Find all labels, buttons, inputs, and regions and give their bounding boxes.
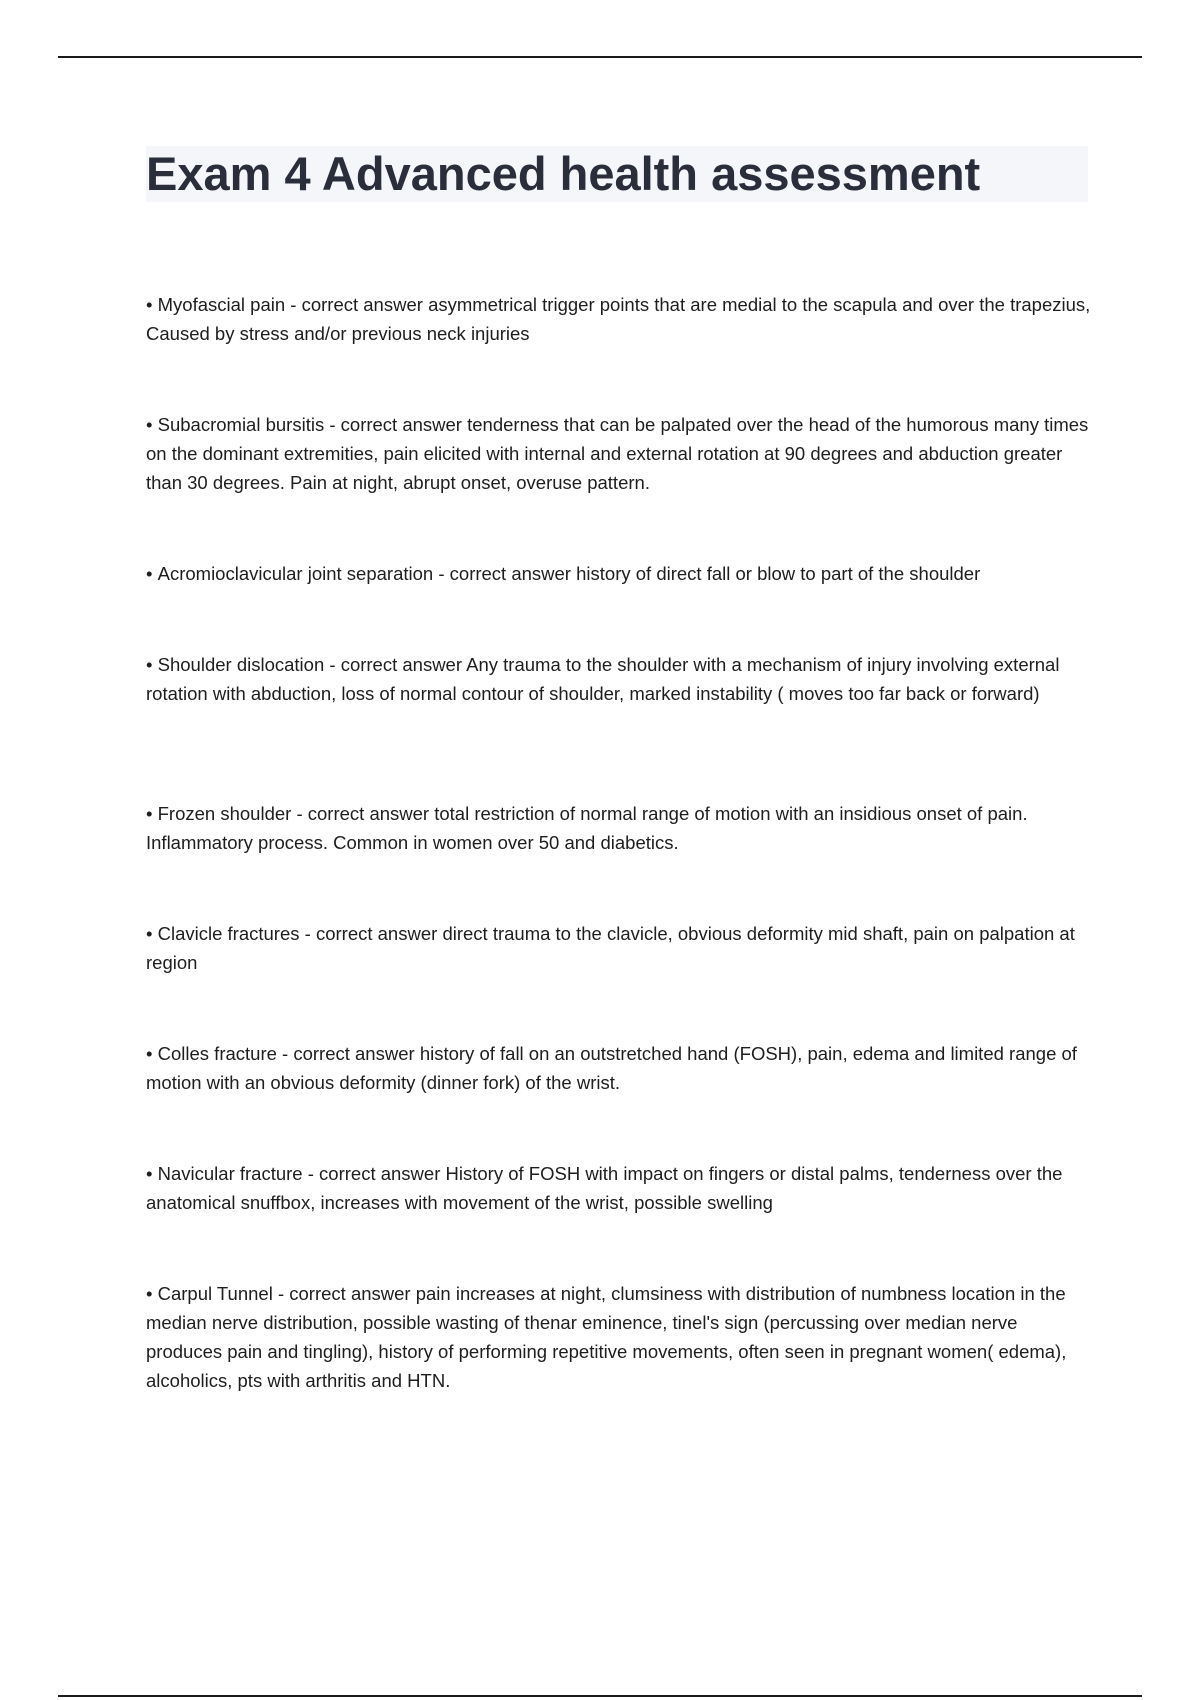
list-item xyxy=(146,1039,1096,1097)
entry-answer-label: correct answer xyxy=(449,563,571,584)
entry-separator xyxy=(303,1163,319,1184)
entry-answer-label: correct answer xyxy=(340,654,463,675)
entry-answer-label: correct answer xyxy=(293,1043,415,1064)
entry-term: • Frozen shoulder xyxy=(146,803,291,824)
list-item xyxy=(146,919,1096,977)
entry-answer: Any trauma to the shoulder with a mechanism of injury involving external rotation with abduction, loss of normal contour of shoulder, marked instability ( moves too far back or forward) xyxy=(146,654,1060,704)
top-rule xyxy=(58,56,1142,58)
entry-separator xyxy=(277,1043,293,1064)
entry-answer-label: correct answer xyxy=(315,923,438,944)
entry-answer: tenderness that can be palpated over the head of the humorous many times on the dominant extremities, pain elicited with internal and external rotation at 90 degrees and abduction greater than 30 degrees. Pain at night, abrupt onset, overuse pattern. xyxy=(146,414,1089,493)
entry-answer-label: correct answer xyxy=(301,294,423,315)
bottom-rule xyxy=(58,1695,1142,1697)
list-item xyxy=(146,1159,1096,1217)
entry-separator xyxy=(433,563,449,584)
entry-term: • Clavicle fractures xyxy=(146,923,300,944)
title-banner xyxy=(146,146,1088,202)
list-item xyxy=(146,559,980,588)
list-item xyxy=(146,410,1096,497)
list-item xyxy=(146,799,1096,857)
entry-term: • Subacromial bursitis xyxy=(146,414,324,435)
list-item xyxy=(146,1279,1096,1395)
entry-answer: pain increases at night, clumsiness with distribution of numbness location in the median nerve distribution, possible wasting of thenar eminence, tinel's sign (percussing over median nerve produces pain and tingling), history of performing repetitive movements, often seen in pregnant women( edema), alcoholics, pts with arthritis and HTN. xyxy=(146,1283,1067,1391)
entry-answer: asymmetrical trigger points that are medial to the scapula and over the trapezius, Caused by stress and/or previous neck injuries xyxy=(146,294,1091,344)
entry-separator xyxy=(324,654,340,675)
entry-answer-label: correct answer xyxy=(307,803,430,824)
entry-separator xyxy=(285,294,301,315)
entry-separator xyxy=(291,803,307,824)
entry-term: • Shoulder dislocation xyxy=(146,654,324,675)
entry-answer-label: correct answer xyxy=(340,414,462,435)
list-item xyxy=(146,650,1096,708)
entry-answer: history of direct fall or blow to part of the shoulder xyxy=(576,563,981,584)
entry-answer-label: correct answer xyxy=(289,1283,411,1304)
entry-term: • Myofascial pain xyxy=(146,294,285,315)
entry-answer: direct trauma to the clavicle, obvious deformity mid shaft, pain on palpation at region xyxy=(146,923,1075,973)
entry-separator xyxy=(300,923,316,944)
entry-answer: history of fall on an outstretched hand (FOSH), pain, edema and limited range of motion with an obvious deformity (dinner fork) of the wrist. xyxy=(146,1043,1077,1093)
entry-term: • Navicular fracture xyxy=(146,1163,303,1184)
list-item xyxy=(146,290,1096,348)
entry-separator xyxy=(273,1283,289,1304)
entry-answer: History of FOSH with impact on fingers or distal palms, tenderness over the anatomical snuffbox, increases with movement of the wrist, possible swelling xyxy=(146,1163,1063,1213)
entry-answer: total restriction of normal range of motion with an insidious onset of pain. Inflammatory process. Common in women over 50 and diabetics. xyxy=(146,803,1028,853)
page-title: Exam 4 Advanced health assessment xyxy=(146,147,981,200)
entry-term: • Colles fracture xyxy=(146,1043,277,1064)
entry-separator xyxy=(324,414,340,435)
entry-term: • Acromioclavicular joint separation xyxy=(146,563,433,584)
entry-term: • Carpul Tunnel xyxy=(146,1283,273,1304)
entry-answer-label: correct answer xyxy=(319,1163,441,1184)
